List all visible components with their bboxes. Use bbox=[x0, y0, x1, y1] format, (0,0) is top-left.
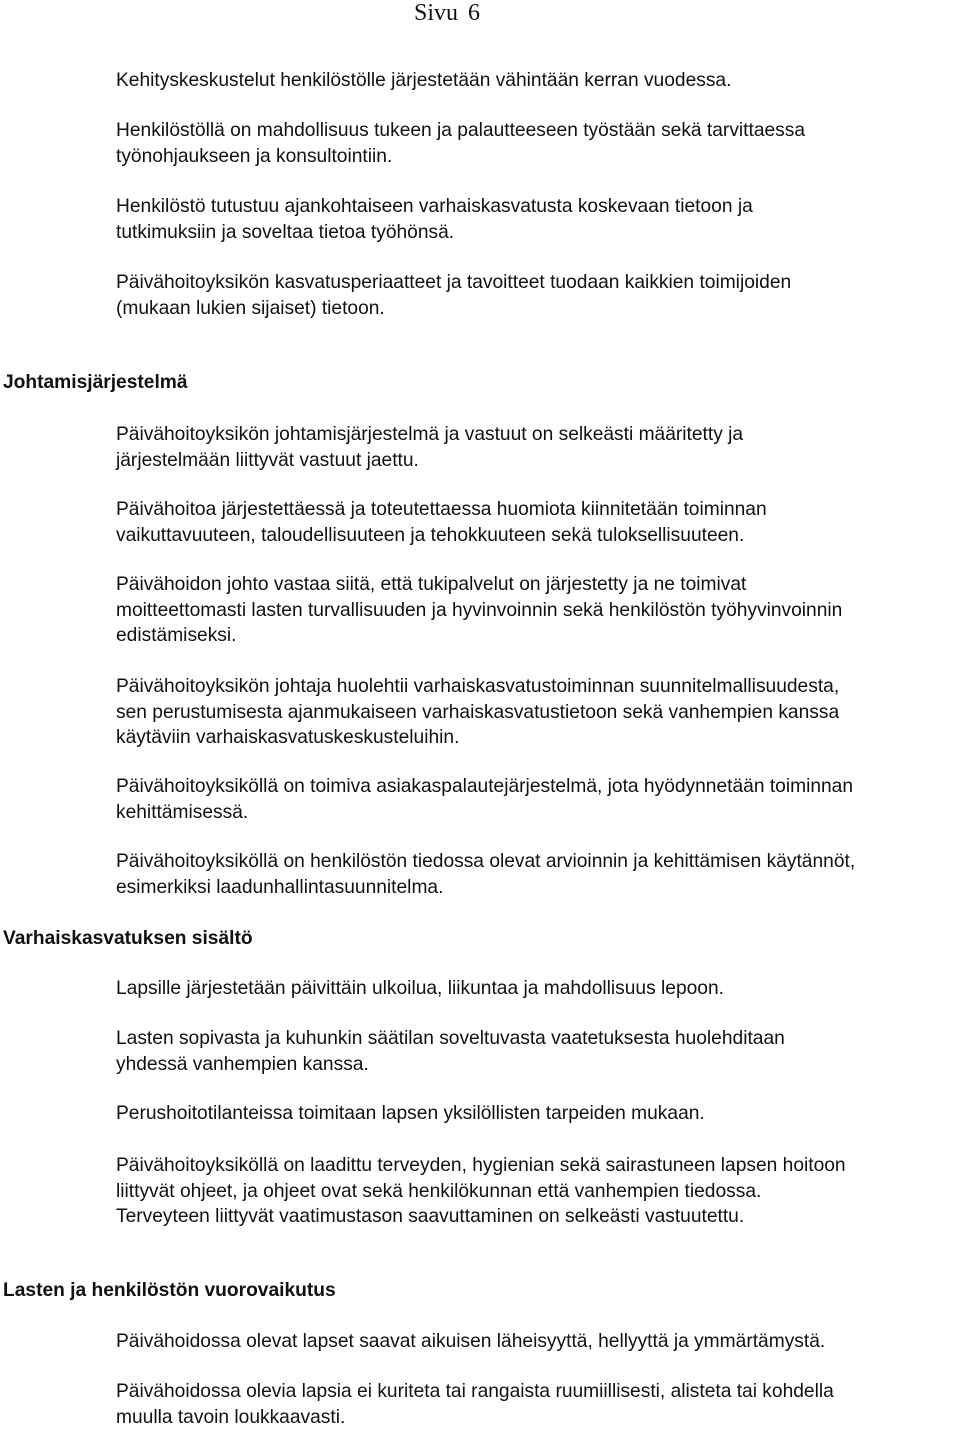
paragraph-line: Lapsille järjestetään päivittäin ulkoilua, liikuntaa ja mahdollisuus lepoon. bbox=[116, 976, 958, 1002]
paragraph-line: käytäviin varhaiskasvatuskeskusteluihin. bbox=[116, 725, 958, 751]
paragraph-line: yhdessä vanhempien kanssa. bbox=[116, 1052, 958, 1078]
paragraph-line: Henkilöstö tutustuu ajankohtaiseen varhaiskasvatusta koskevaan tietoon ja bbox=[116, 194, 958, 220]
paragraph bbox=[116, 774, 958, 825]
paragraph-line: Päivähoitoyksikön kasvatusperiaatteet ja tavoitteet tuodaan kaikkien toimijoiden bbox=[116, 270, 958, 296]
page-number: 6 bbox=[468, 0, 480, 26]
paragraph bbox=[116, 497, 958, 548]
paragraph-line: sen perustumisesta ajanmukaiseen varhaiskasvatustietoon sekä vanhempien kanssa bbox=[116, 700, 958, 726]
paragraph bbox=[116, 422, 958, 473]
page-label: Sivu bbox=[414, 0, 458, 26]
page-header bbox=[414, 0, 480, 26]
paragraph-line: Perushoitotilanteissa toimitaan lapsen yksilöllisten tarpeiden mukaan. bbox=[116, 1101, 958, 1127]
paragraph bbox=[116, 118, 958, 169]
paragraph bbox=[116, 849, 958, 900]
paragraph bbox=[116, 674, 958, 751]
paragraph-line: (mukaan lukien sijaiset) tietoon. bbox=[116, 296, 958, 322]
paragraph bbox=[116, 1329, 958, 1355]
paragraph-line: Päivähoitoyksikön johtamisjärjestelmä ja vastuut on selkeästi määritetty ja bbox=[116, 422, 958, 448]
paragraph-line: kehittämisessä. bbox=[116, 800, 958, 826]
paragraph-line: Päivähoitoa järjestettäessä ja toteutettaessa huomiota kiinnitetään toiminnan bbox=[116, 497, 958, 523]
paragraph-line: Kehityskeskustelut henkilöstölle järjestetään vähintään kerran vuodessa. bbox=[116, 68, 958, 94]
paragraph-line: muulla tavoin loukkaavasti. bbox=[116, 1405, 958, 1430]
paragraph bbox=[116, 270, 958, 321]
paragraph-line: Päivähoidossa olevat lapset saavat aikuisen läheisyyttä, hellyyttä ja ymmärtämystä. bbox=[116, 1329, 958, 1355]
paragraph-line: Päivähoidon johto vastaa siitä, että tukipalvelut on järjestetty ja ne toimivat bbox=[116, 572, 958, 598]
section-heading: Varhaiskasvatuksen sisältö bbox=[3, 926, 253, 951]
paragraph-line: Päivähoitoyksiköllä on laadittu terveyden, hygienian sekä sairastuneen lapsen hoitoon bbox=[116, 1153, 958, 1179]
paragraph-line: edistämiseksi. bbox=[116, 623, 958, 649]
paragraph bbox=[116, 68, 958, 94]
paragraph-line: vaikuttavuuteen, taloudellisuuteen ja tehokkuuteen sekä tuloksellisuuteen. bbox=[116, 523, 958, 549]
paragraph bbox=[116, 194, 958, 245]
paragraph-line: esimerkiksi laadunhallintasuunnitelma. bbox=[116, 875, 958, 901]
paragraph bbox=[116, 1379, 958, 1430]
paragraph-line: Terveyteen liittyvät vaatimustason saavuttaminen on selkeästi vastuutettu. bbox=[116, 1204, 958, 1230]
paragraph-line: Päivähoitoyksiköllä on henkilöstön tiedossa olevat arvioinnin ja kehittämisen käytännöt, bbox=[116, 849, 958, 875]
paragraph-line: Päivähoidossa olevia lapsia ei kuriteta tai rangaista ruumiillisesti, alisteta tai kohdella bbox=[116, 1379, 958, 1405]
paragraph-line: järjestelmään liittyvät vastuut jaettu. bbox=[116, 448, 958, 474]
paragraph bbox=[116, 572, 958, 649]
paragraph bbox=[116, 976, 958, 1002]
paragraph bbox=[116, 1101, 958, 1127]
section-heading: Lasten ja henkilöstön vuorovaikutus bbox=[3, 1278, 336, 1303]
paragraph-line: tutkimuksiin ja soveltaa tietoa työhönsä. bbox=[116, 220, 958, 246]
paragraph-line: Päivähoitoyksikön johtaja huolehtii varhaiskasvatustoiminnan suunnitelmallisuudesta, bbox=[116, 674, 958, 700]
paragraph-line: moitteettomasti lasten turvallisuuden ja hyvinvoinnin sekä henkilöstön työhyvinvoinnin bbox=[116, 598, 958, 624]
paragraph-line: työnohjaukseen ja konsultointiin. bbox=[116, 144, 958, 170]
paragraph-line: Päivähoitoyksiköllä on toimiva asiakaspalautejärjestelmä, jota hyödynnetään toiminnan bbox=[116, 774, 958, 800]
paragraph bbox=[116, 1026, 958, 1077]
paragraph-line: Henkilöstöllä on mahdollisuus tukeen ja palautteeseen työstään sekä tarvittaessa bbox=[116, 118, 958, 144]
paragraph bbox=[116, 1153, 958, 1230]
paragraph-line: liittyvät ohjeet, ja ohjeet ovat sekä henkilökunnan että vanhempien tiedossa. bbox=[116, 1179, 958, 1205]
section-heading: Johtamisjärjestelmä bbox=[3, 370, 188, 395]
paragraph-line: Lasten sopivasta ja kuhunkin säätilan soveltuvasta vaatetuksesta huolehditaan bbox=[116, 1026, 958, 1052]
